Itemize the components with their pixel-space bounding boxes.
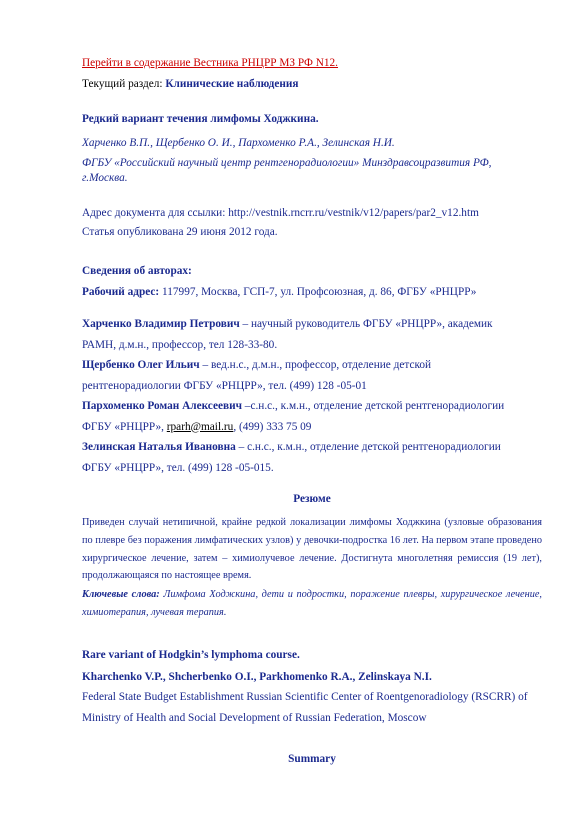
article-title-ru: Редкий вариант течения лимфомы Ходжкина.	[82, 113, 319, 125]
author-shcherbenko: Щербенко Олег Ильич – вед.н.с., д.м.н., профессор, отделение детской рентгенорадиологии ФГБУ «РНЦРР», тел. (499) 128 -05-01	[82, 359, 432, 392]
author-name: Харченко Владимир Петрович	[82, 318, 240, 330]
author-kharchenko: Харченко Владимир Петрович – научный руководитель ФГБУ «РНЦРР», академик РАМН, д.м.н., профессор, тел 128-33-80.	[82, 318, 493, 351]
publication-date: Статья опубликована 29 июня 2012 года.	[82, 226, 278, 238]
author-zelinskaya: Зелинская Наталья Ивановна – с.н.с., к.м.н., отделение детской рентгенорадиологии ФГБУ «РНЦРР», тел. (499) 128 -05-015.	[82, 441, 501, 474]
author-name: Щербенко Олег Ильич	[82, 359, 200, 371]
document-address: Адрес документа для ссылки: http://vestnik.rncrr.ru/vestnik/v12/papers/par2_v12.htm	[82, 207, 479, 219]
article-affiliation-ru-2: г.Москва.	[82, 172, 128, 184]
author-name: Зелинская Наталья Ивановна	[82, 441, 236, 453]
summary-heading: Summary	[288, 753, 336, 765]
journal-contents-link[interactable]: Перейти в содержание Вестника РНЦРР МЗ РФ N12.	[82, 57, 339, 69]
author-list	[82, 314, 542, 478]
toc-link-line	[82, 56, 338, 70]
resume-heading: Резюме	[293, 493, 331, 505]
author-name: Пархоменко Роман Алексеевич	[82, 400, 242, 412]
resume-keywords	[82, 586, 542, 622]
email-link[interactable]: rparh@mail.ru	[166, 420, 234, 433]
resume-text: Приведен случай нетипичной, крайне редкой локализации лимфомы Ходжкина (узловые образования по плевре без поражения лимфатических узлов) у девочки-подростка 16 лет. На первом этапе проведено хирургическое лечение, затем – химиолучевое лечение. Достигнута многолетняя ремиссия (19 лет), продолжающаяся по настоящее время.	[82, 517, 542, 582]
work-address	[82, 285, 476, 299]
authors-info-heading: Сведения об авторах:	[82, 265, 192, 277]
english-authors: Kharchenko V.P., Shcherbenko O.I., Parkhomenko R.A., Zelinskaya N.I.	[82, 671, 432, 683]
author-parkhomenko: Пархоменко Роман Алексеевич –с.н.с., к.м.н., отделение детской рентгенорадиологии ФГБУ «РНЦРР», rparh@mail.ru, (499) 333 75 09	[82, 400, 505, 433]
work-address-value: 117997, Москва, ГСП-7, ул. Профсоюзная, д. 86, ФГБУ «РНЦРР»	[159, 286, 477, 298]
english-title: Rare variant of Hodgkin’s lymphoma course.	[82, 649, 300, 661]
current-section-name: Клинические наблюдения	[165, 78, 299, 90]
current-section-label: Текущий раздел:	[82, 78, 166, 90]
current-section	[82, 77, 299, 91]
article-affiliation-ru-1: ФГБУ «Российский научный центр рентгенорадиологии» Минздравсоцразвития РФ,	[82, 157, 492, 169]
english-affiliation: Federal State Budget Establishment Russian Scientific Center of Roentgenoradiology (RSCRR) of Ministry of Health and Social Development of Russian Federation, Moscow	[82, 691, 528, 724]
work-address-label: Рабочий адрес:	[82, 286, 160, 298]
article-authors-ru: Харченко В.П., Щербенко О. И., Пархоменко Р.А., Зелинская Н.И.	[82, 137, 395, 149]
keywords-label: Ключевые слова:	[82, 589, 160, 600]
keywords-value: Лимфома Ходжкина, дети и подростки, поражение плевры, хирургическое лечение, химиотерапия, лучевая терапия.	[82, 589, 542, 618]
